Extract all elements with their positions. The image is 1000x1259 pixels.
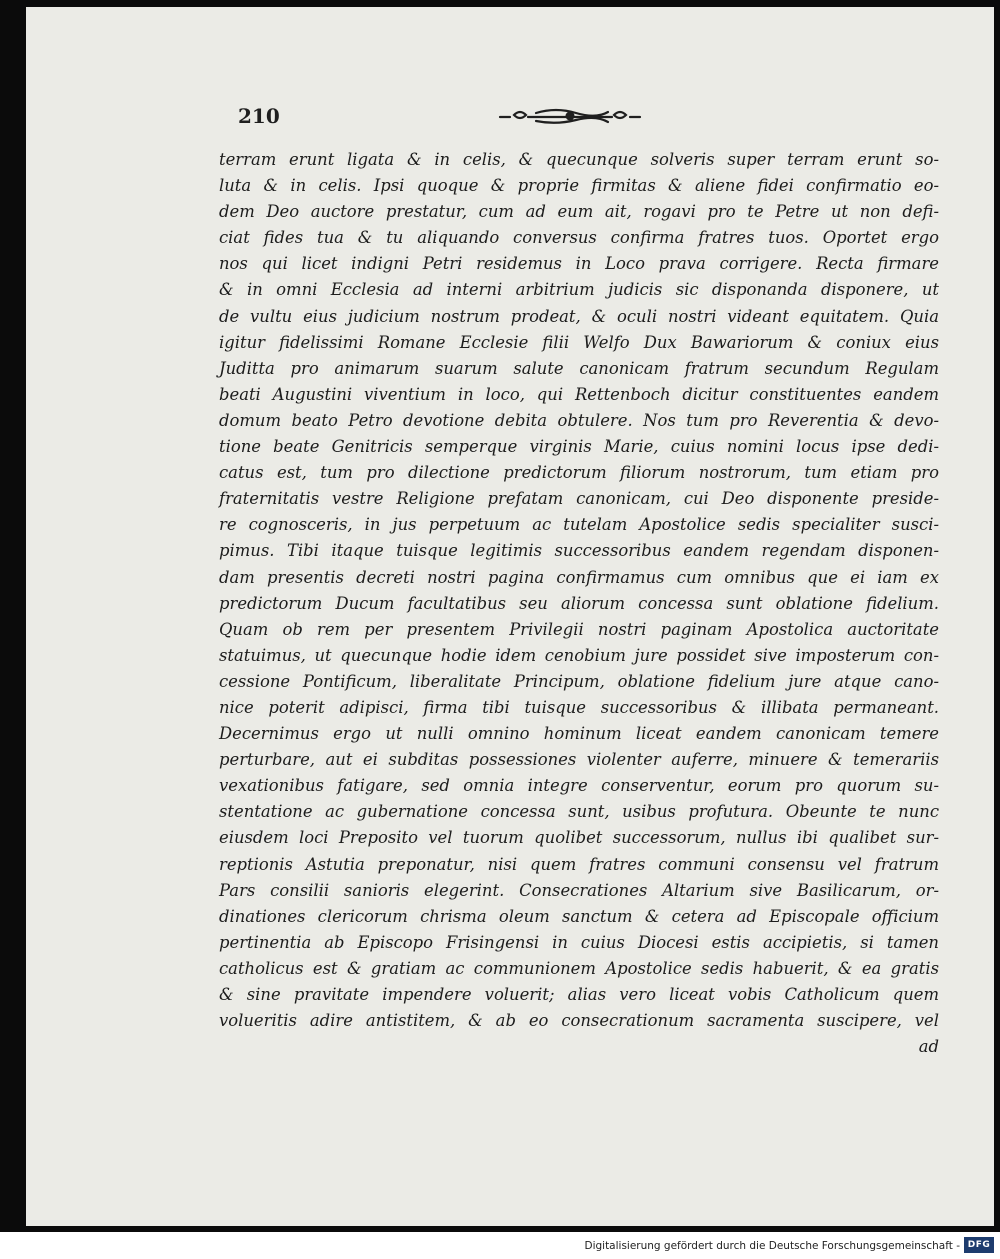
text-line: & in omni Ecclesia ad interni arbitrium judicis sic disponanda disponere, ut xyxy=(219,280,939,300)
text-line: beati Augustini viventium in loco, qui Rettenboch dicitur constituentes eandem xyxy=(219,384,939,404)
text-line: predictorum Ducum facultatibus seu aliorum concessa sunt oblatione fidelium. xyxy=(219,593,939,613)
text-line: re cognosceris, in jus perpetuum ac tutelam Apostolice sedis specialiter susci- xyxy=(219,515,939,535)
text-line: vexationibus fatigare, sed omnia integre conserventur, eorum pro quorum su- xyxy=(219,776,939,796)
page-number: 210 xyxy=(238,104,280,128)
text-line: domum beato Petro devotione debita obtulere. Nos tum pro Reverentia & devo- xyxy=(219,410,939,430)
text-line: nice poterit adipisci, firma tibi tuisque successoribus & illibata permaneant. xyxy=(219,697,939,717)
text-line: cessione Pontificum, liberalitate Principum, oblatione fidelium jure atque cano- xyxy=(219,671,939,691)
text-line: stentatione ac gubernatione concessa sunt, usibus profutura. Obeunte te nunc xyxy=(219,802,939,822)
text-line: perturbare, aut ei subditas possessiones violenter auferre, minuere & temerariis xyxy=(219,750,939,770)
text-line: dinationes clericorum chrisma oleum sanctum & cetera ad Episcopale officium xyxy=(219,906,939,926)
text-line: ciat fides tua & tu aliquando conversus confirma fratres tuos. Oportet ergo xyxy=(219,228,939,248)
text-line: Juditta pro animarum suarum salute canonicam fratrum secundum Regulam xyxy=(219,358,939,378)
text-line: reptionis Astutia preponatur, nisi quem fratres communi consensu vel fratrum xyxy=(219,854,939,874)
text-line: catholicus est & gratiam ac communionem Apostolice sedis habuerit, & ea gratis xyxy=(219,958,939,978)
text-line: nos qui licet indigni Petri residemus in Loco prava corrigere. Recta firmare xyxy=(219,254,939,274)
body-text xyxy=(219,147,939,1060)
text-line: Decernimus ergo ut nulli omnino hominum liceat eandem canonicam temere xyxy=(219,724,939,744)
scan-border-top xyxy=(0,0,1000,7)
text-line: dem Deo auctore prestatur, cum ad eum ait, rogavi pro te Petre ut non defi- xyxy=(219,202,939,222)
dfg-logo-icon: DFG xyxy=(964,1237,994,1253)
text-line: terram erunt ligata & in celis, & quecunque solveris super terram erunt so- xyxy=(219,150,939,169)
text-line: igitur fidelissimi Romane Ecclesie filii Welfo Dux Bawariorum & coniux eius xyxy=(219,332,939,352)
text-line: volueritis adire antistitem, & ab eo consecrationum sacramenta suscipere, vel xyxy=(219,1011,939,1031)
text-line: Pars consilii sanioris elegerint. Consecrationes Altarium sive Basilicarum, or- xyxy=(219,880,939,900)
text-line: statuimus, ut quecunque hodie idem cenobium jure possidet sive imposterum con- xyxy=(219,645,939,665)
text-line: Quam ob rem per presentem Privilegii nostri paginam Apostolica auctoritate xyxy=(219,619,939,639)
text-line: catus est, tum pro dilectione predictorum filiorum nostrorum, tum etiam pro xyxy=(219,463,939,483)
text-line: pertinentia ab Episcopo Frisingensi in cuius Diocesi estis accipietis, si tamen xyxy=(219,932,939,952)
header-ornament-icon xyxy=(496,105,644,127)
text-line: luta & in celis. Ipsi quoque & proprie firmitas & aliene fidei confirmatio eo- xyxy=(219,176,939,196)
text-line: pimus. Tibi itaque tuisque legitimis successoribus eandem regendam disponen- xyxy=(219,541,939,561)
text-line: fraternitatis vestre Religione prefatam canonicam, cui Deo disponente preside- xyxy=(219,489,939,509)
scan-border-left xyxy=(0,0,26,1228)
text-line: eiusdem loci Preposito vel tuorum quolibet successorum, nullus ibi qualibet sur- xyxy=(219,828,939,848)
text-line: dam presentis decreti nostri pagina confirmamus cum omnibus que ei iam ex xyxy=(219,567,939,587)
catchword: ad xyxy=(918,1037,939,1057)
text-line: tione beate Genitricis semperque virginis Marie, cuius nomini locus ipse dedi- xyxy=(219,437,939,457)
text-line: de vultu eius judicium nostrum prodeat, & oculi nostri videant equitatem. Quia xyxy=(219,306,939,326)
scan-border-right xyxy=(994,0,1000,1228)
text-line: & sine pravitate impendere voluerit; alias vero liceat vobis Catholicum quem xyxy=(219,985,939,1004)
digitization-credit: Digitalisierung gefördert durch die Deutsche Forschungsgemeinschaft - xyxy=(584,1240,960,1252)
